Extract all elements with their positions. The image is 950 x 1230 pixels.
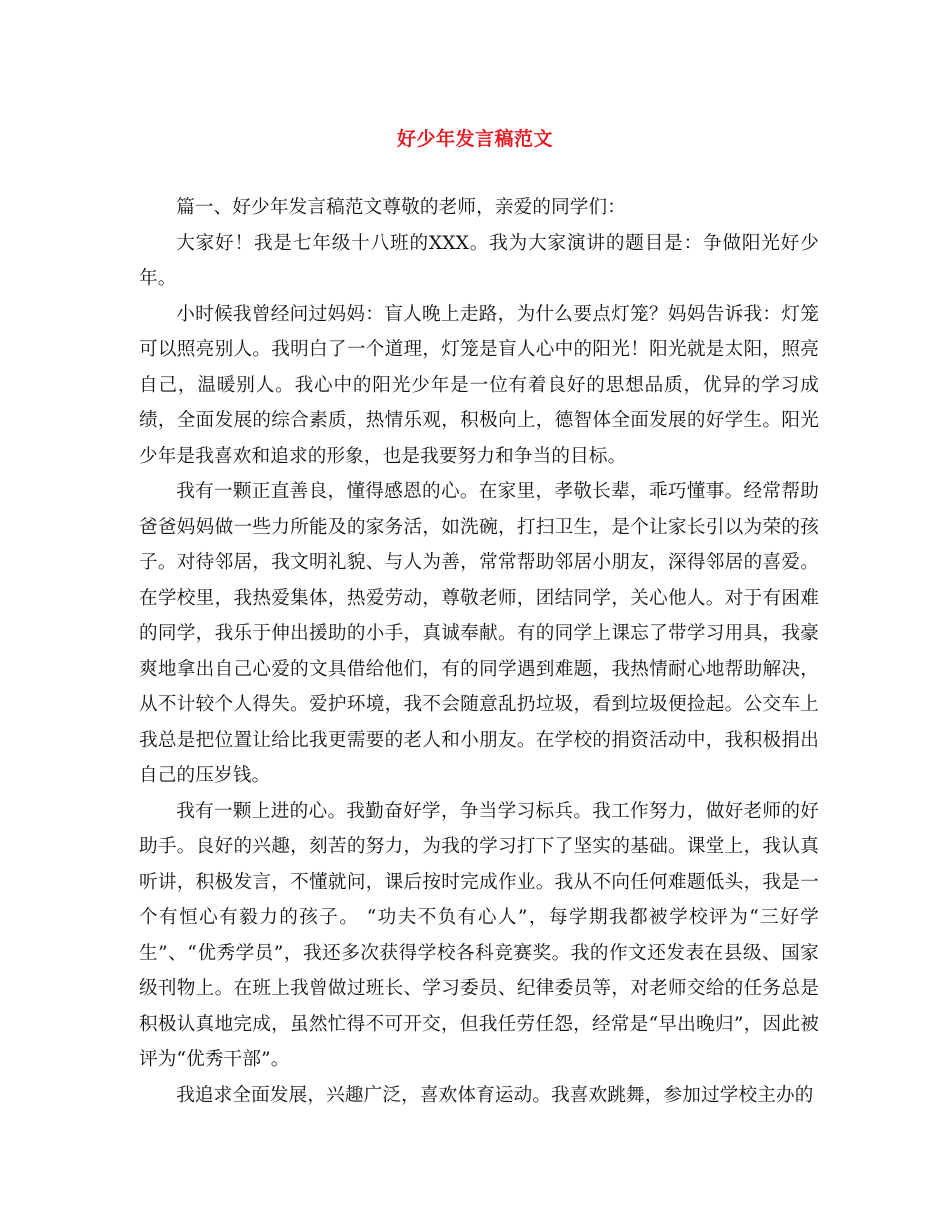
document-body [139,190,819,1113]
paragraph-all-round: 我追求全面发展，兴趣广泛，喜欢体育运动。我喜欢跳舞，参加过学校主办的 [176,1084,814,1106]
paragraph-kind-heart: 我有一颗正直善良，懂得感恩的心。在家里，孝敬长辈，乖巧懂事。经常帮助爸爸妈妈做一些力所能及的家务活，如洗碗，打扫卫生，是个让家长引以为荣的孩子。对待邻居，我文明礼貌、与人为善，常常帮助邻居小朋友，深得邻居的喜爱。在学校里，我热爱集体，热爱劳动，尊敬老师，团结同学，关心他人。对于有困难的同学，我乐于伸出援助的小手，真诚奉献。有的同学上课忘了带学习用具，我豪爽地拿出自己心爱的文具借给他们，有的同学遇到难题，我热情耐心地帮助解决，从不计较个人得失。爱护环境，我不会随意乱扔垃圾，看到垃圾便捡起。公交车上我总是把位置让给比我更需要的老人和小朋友。在学校的捐资活动中，我积极捐出自己的压岁钱。 [139,481,819,786]
paragraph-intro: 大家好！我是七年级十八班的XXX。我为大家演讲的题目是：争做阳光好少年。 [139,232,819,289]
paragraph-greeting: 篇一、好少年发言稿范文尊敬的老师，亲爱的同学们： [176,197,627,218]
document-title: 好少年发言稿范文 [396,128,553,150]
paragraph-lantern: 小时候我曾经问过妈妈：盲人晚上走路，为什么要点灯笼？妈妈告诉我：灯笼可以照亮别人。我明白了一个道理，灯笼是盲人心中的阳光！阳光就是太阳，照亮自己，温暖别人。我心中的阳光少年是一位有着良好的思想品质，优异的学习成绩，全面发展的综合素质，热情乐观，积极向上，德智体全面发展的好学生。阳光少年是我喜欢和追求的形象，也是我要努力和争当的目标。 [139,303,819,467]
paragraph-motivated-heart: 我有一颗上进的心。我勤奋好学，争当学习标兵。我工作努力，做好老师的好助手。良好的兴趣，刻苦的努力，为我的学习打下了坚实的基础。课堂上，我认真听讲，积极发言，不懂就问，课后按时完成作业。我从不向任何难题低头，我是一个有恒心有毅力的孩子。 “功夫不负有心人”，每学期我都被学校评为“三好学生”、“优秀学员”，我还多次获得学校各科竞赛奖。我的作文还发表在县级、国家级刊物上。在班上我曾做过班长、学习委员、纪律委员等，对老师交给的任务总是积极认真地完成，虽然忙得不可开交，但我任劳任怨，经常是“早出晚归”，因此被评为“优秀干部”。 [139,800,819,1070]
